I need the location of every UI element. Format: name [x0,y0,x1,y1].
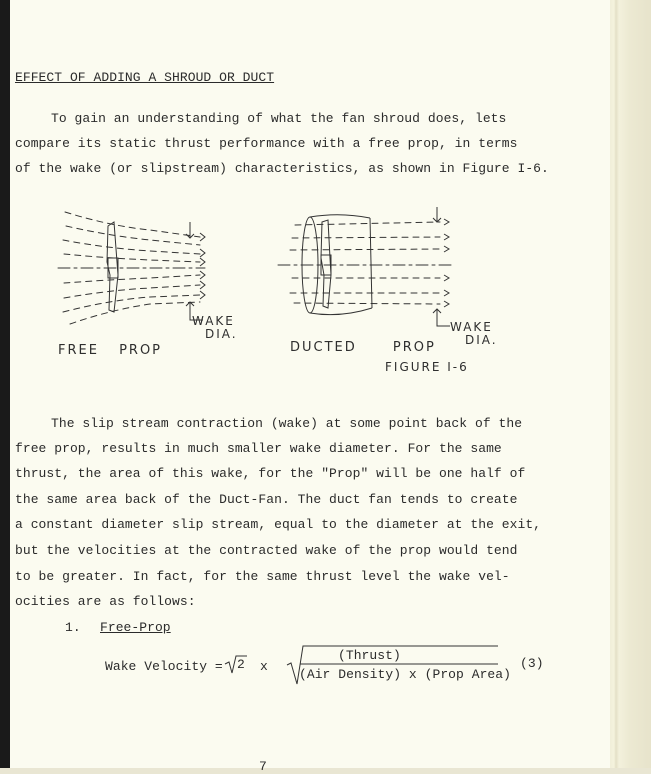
body-line-8: ocities are as follows: [15,594,196,609]
body-line-7: to be greater. In fact, for the same thrust level the wake vel- [15,569,510,584]
body-line-3: thrust, the area of this wake, for the "Prop" will be one half of [15,466,526,481]
equation-numerator: (Thrust) [338,648,401,663]
page-number: 7 [259,759,267,774]
equation-number: (3) [520,656,544,671]
free-wake-label-1: WAKE [192,314,235,328]
body-line-6: but the velocities at the contracted wake of the prop would tend [15,543,518,558]
free-prop-label: FREE PROP [58,343,163,358]
ducted-prop-label: DUCTED PROP [290,340,436,355]
body-line-1: The slip stream contraction (wake) at some point back of the [51,416,523,431]
body-line-2: free prop, results in much smaller wake diameter. For the same [15,441,502,456]
equation-root-arg: 2 [237,657,245,672]
list-title: Free-Prop [100,620,171,635]
free-wake-label-2: DIA. [205,327,238,341]
equation-denominator: (Air Density) x (Prop Area) [299,667,511,682]
equation-lhs: Wake Velocity = [105,659,223,674]
equation-times: x [260,659,268,674]
ducted-wake-label-1: WAKE [450,320,493,334]
body-line-5: a constant diameter slip stream, equal to the diameter at the exit, [15,517,542,532]
intro-line-1: To gain an understanding of what the fan shroud does, lets [51,111,507,126]
figure-caption: FIGURE I-6 [385,360,469,374]
intro-line-2: compare its static thrust performance with a free prop, in terms [15,136,518,151]
list-number: 1. [65,620,81,635]
body-line-4: the same area back of the Duct-Fan. The duct fan tends to create [15,492,518,507]
section-heading: EFFECT OF ADDING A SHROUD OR DUCT [15,70,275,85]
ducted-wake-label-2: DIA. [465,333,498,347]
intro-line-3: of the wake (or slipstream) characteristics, as shown in Figure I-6. [15,161,549,176]
